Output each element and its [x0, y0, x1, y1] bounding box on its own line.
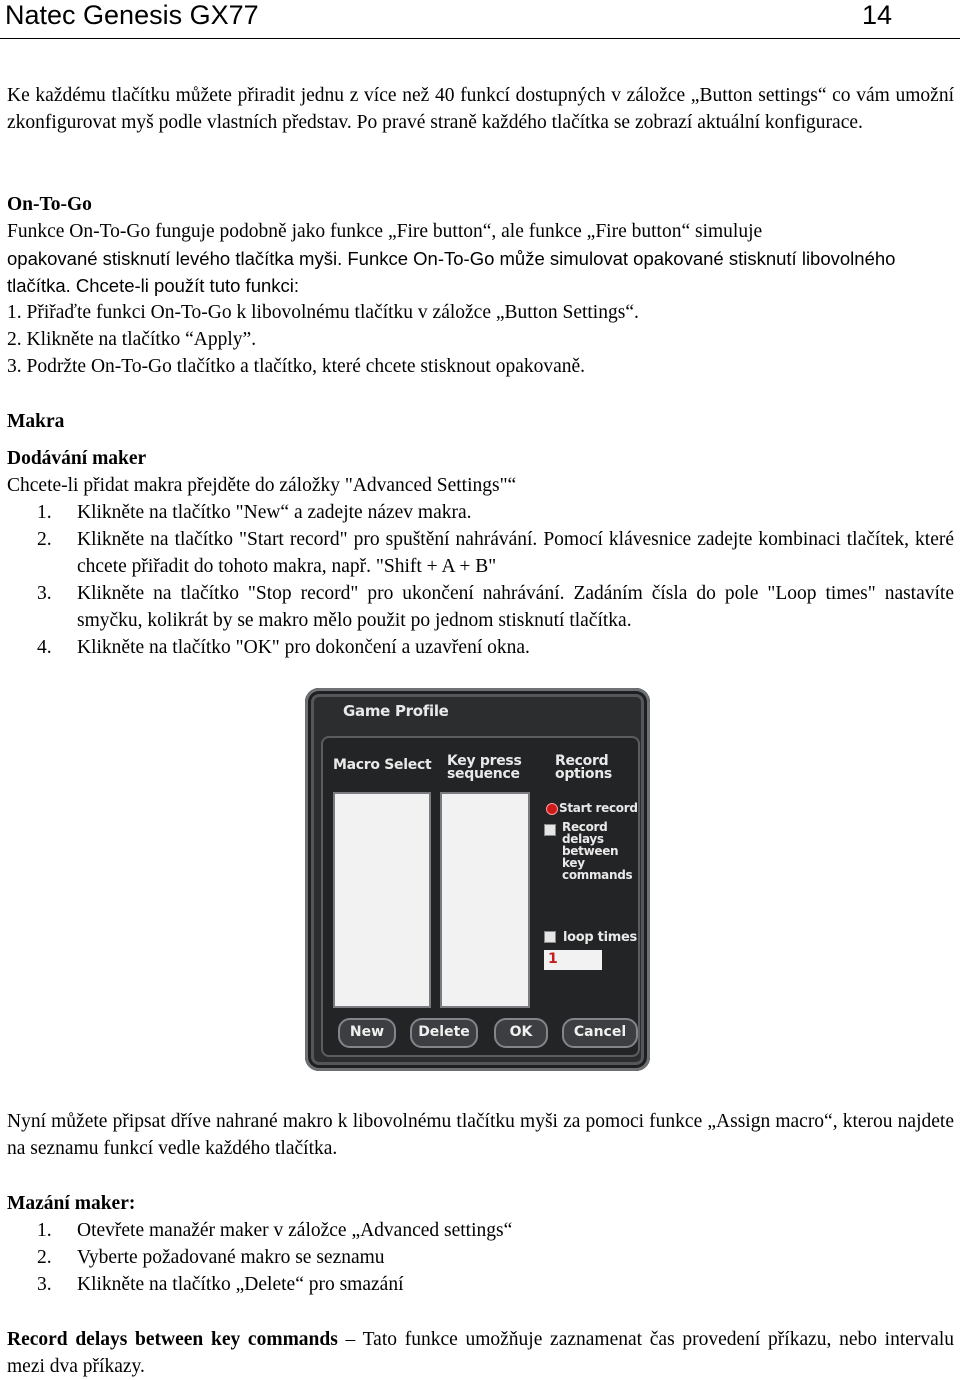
- step-number: 1.: [37, 502, 52, 523]
- record-delays-line: commands: [562, 868, 633, 882]
- delete-section: [7, 1190, 954, 1298]
- record-delays-line: key: [562, 856, 585, 870]
- add-macros-subheading: Dodávání maker: [7, 448, 147, 469]
- record-delays-description: – Tato funkce umožňuje zaznamenat čas provedení příkazu, nebo intervalu mezi dva příkazy.: [7, 1329, 954, 1377]
- key-press-label: Key press: [447, 753, 522, 769]
- record-label: Record: [555, 753, 609, 769]
- delete-button[interactable]: Delete: [410, 1018, 478, 1048]
- step-number: 3.: [37, 1274, 52, 1295]
- step-number: 2.: [37, 1247, 52, 1268]
- loop-times-label: loop times: [563, 930, 637, 945]
- on-to-go-text: opakované stisknutí levého tlačítka myši. Funkce On-To-Go může simulovat opakované stisknutí libovolného tlačítka. Chcete-li použít tuto funkci:: [7, 248, 896, 296]
- step-number: 2.: [37, 529, 52, 550]
- step-number: 3.: [37, 583, 52, 604]
- step-text: Otevřete manažér maker v záložce „Advanced settings“: [77, 1220, 513, 1241]
- on-to-go-step: 2. Klikněte na tlačítko “Apply”.: [7, 329, 257, 350]
- start-record-label[interactable]: Start record: [559, 801, 638, 815]
- macro-select-label: Macro Select: [333, 757, 432, 773]
- step-text: Klikněte na tlačítko "New“ a zadejte název makra.: [77, 502, 472, 523]
- intro-paragraph: Ke každému tlačítku můžete přiradit jednu z více než 40 funkcí dostupných v záložce „Button settings“ co vám umožní zkonfigurovat myš podle vlastních představ. Po pravé straně každého tlačítka se zobrazí aktuální konfigurace.: [7, 85, 954, 133]
- loop-times-value: 1: [548, 951, 558, 967]
- delete-step: [7, 1217, 954, 1244]
- delete-heading: Mazání maker:: [7, 1193, 136, 1214]
- record-delays-line: between: [562, 844, 619, 858]
- on-to-go-heading: On-To-Go: [7, 194, 92, 215]
- macros-heading: Makra: [7, 411, 65, 432]
- delete-step: [7, 1244, 954, 1271]
- start-record-radio[interactable]: [546, 803, 558, 815]
- assign-section: [7, 1108, 954, 1162]
- record-delays-paragraph: [7, 1326, 954, 1380]
- on-to-go-step: 3. Podržte On-To-Go tlačítko a tlačítko, které chcete stisknout opakovaně.: [7, 356, 586, 377]
- step-text: Klikněte na tlačítko "OK" pro dokončení a uzavření okna.: [77, 637, 530, 658]
- record-delays-section: [7, 1326, 954, 1380]
- cancel-button[interactable]: Cancel: [562, 1018, 638, 1048]
- assign-paragraph: Nyní můžete připsat dříve nahrané makro k libovolnému tlačítku myši za pomoci funkce „Assign macro“, kterou najdete na seznamu funkcí vedle každého tlačítka.: [7, 1111, 954, 1159]
- step-text: Klikněte na tlačítko „Delete“ pro smazání: [77, 1274, 404, 1295]
- macro-step: [7, 580, 954, 634]
- record-delays-checkbox[interactable]: [544, 824, 556, 836]
- macro-step: [7, 499, 954, 526]
- record-delays-term: Record delays between key commands: [7, 1329, 338, 1350]
- document-title: Natec Genesis GX77: [5, 0, 259, 30]
- step-text: Klikněte na tlačítko "Start record" pro spuštění nahrávání. Pomocí klávesnice zadejte kombinaci tlačítek, které chcete přiřadit do tohoto makra, např. "Shift + A + B": [77, 529, 954, 577]
- key-sequence-label: sequence: [447, 766, 520, 782]
- macro-step: [7, 526, 954, 580]
- page-number: 14: [861, 0, 892, 30]
- delete-step: [7, 1271, 954, 1298]
- loop-times-input[interactable]: [544, 950, 602, 970]
- record-delays-label: [562, 821, 632, 881]
- record-delays-line: delays: [562, 832, 604, 846]
- ok-button[interactable]: OK: [494, 1018, 548, 1048]
- page-header: [0, 0, 960, 36]
- step-text: Klikněte na tlačítko "Stop record" pro ukončení nahrávání. Zadáním čísla do pole "Loop times" nastavíte smyčku, kolikrát by se makro mělo použit po jednom stisknutí tlačítka.: [77, 583, 954, 631]
- new-button[interactable]: New: [338, 1018, 396, 1048]
- step-number: 1.: [37, 1220, 52, 1241]
- record-options-label: options: [555, 766, 612, 782]
- on-to-go-text-line1: Funkce On-To-Go funguje podobně jako funkce „Fire button“, ale funkce „Fire button“ simuluje: [7, 221, 763, 242]
- loop-times-checkbox[interactable]: [544, 931, 556, 943]
- step-number: 4.: [37, 637, 52, 658]
- add-macros-intro: Chcete-li přidat makra přejděte do záložky "Advanced Settings"“: [7, 475, 517, 496]
- key-sequence-list[interactable]: [440, 792, 530, 1008]
- step-text: Vyberte požadované makro se seznamu: [77, 1247, 385, 1268]
- dialog-title: Game Profile: [343, 702, 449, 720]
- header-divider: [0, 38, 960, 39]
- dialog-frame: [305, 688, 650, 1071]
- macros-section: [7, 408, 954, 661]
- on-to-go-step: 1. Přiřaďte funkci On-To-Go k libovolnému tlačítku v záložce „Button Settings“.: [7, 302, 639, 323]
- macro-select-list[interactable]: [333, 792, 431, 1008]
- on-to-go-section: [7, 191, 954, 380]
- game-profile-dialog: [305, 688, 650, 1071]
- macro-step: [7, 634, 954, 661]
- record-delays-line: Record: [562, 820, 608, 834]
- intro-section: [7, 82, 954, 136]
